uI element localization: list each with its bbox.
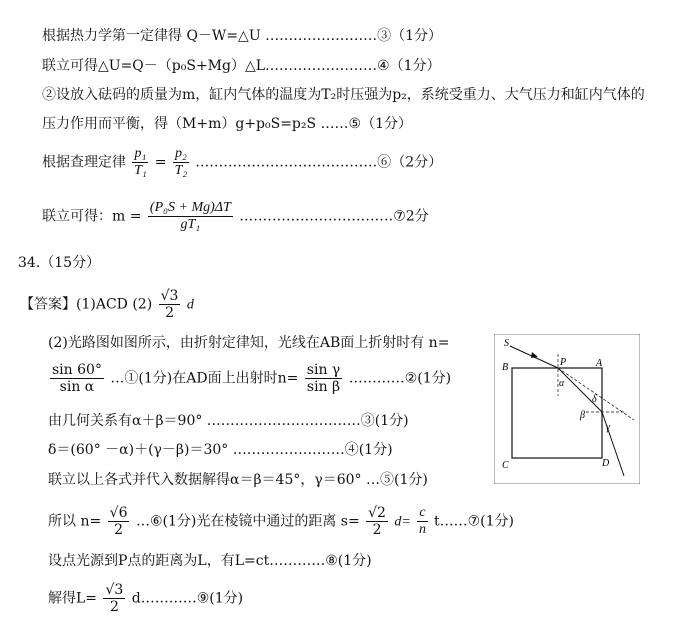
distance-suffix: t……⑦(1分) [434,513,515,530]
label-alpha: α [559,378,565,389]
label-s: S [504,338,509,349]
charles-law-line [42,146,442,179]
text-line-13: 联立以上各式并代入数据解得α＝β＝45°，γ＝60° …⑤(1分) [48,472,428,488]
refraction-line [48,362,451,395]
fraction-mass [148,200,233,233]
distance-line [48,505,514,538]
mass-result-suffix: ……………………………⑦2分 [239,208,429,225]
numerator: sin 60° [52,362,102,378]
denominator: sin β [306,379,341,395]
prism-light-path-diagram [494,334,640,484]
answer-prefix: 【答案】(1)ACD (2) [20,296,153,313]
text-line-2: 联立可得△U=Q－（p₀S+Mg）△L……………………④（1分） [42,58,441,74]
text-line-4: 压力作用而平衡，得（M+m）g+p₀S=p₂S ……⑤（1分） [42,116,413,132]
distance-middle: …⑥(1分)光在棱镜中通过的距离 s= [135,513,360,530]
label-gamma: γ [606,422,610,433]
text-line-1: 根据热力学第一定律得 Q－W=△U ……………………③（1分） [42,28,442,44]
label-b: B [502,362,509,373]
numerator: √3 [105,582,124,598]
numerator: (P₀S + Mg)ΔT [149,200,231,215]
numerator: sin γ [306,362,341,378]
question-34-heading: 34.（15分） [18,255,101,271]
numerator: p₁ [134,146,147,161]
denominator: 2 [372,522,382,538]
final-result-suffix: d…………⑨(1分) [131,590,244,607]
fraction-p2-t2 [173,146,189,179]
denominator: T₁ [134,163,147,178]
text-line-3: ②设放入砝码的质量为m，缸内气体的温度为T₂时压强为p₂，系统受重力、大气压力和缸内气体的 [42,87,645,103]
denominator: 2 [165,305,174,321]
text-line-9: (2)光路图如图所示，由折射定律知，光线在AB面上折射时有 n= [48,335,450,351]
fraction-sqrt3-over-2 [159,288,181,321]
fraction-p1-t1 [132,146,148,179]
fraction-sin60-sina [50,362,104,395]
label-d: D [602,458,610,469]
charles-law-suffix: …………………………………⑥（2分） [195,154,443,171]
text-line-12: δ＝(60° －α)＋(γ－β)＝30° ……………………④(1分) [48,442,393,458]
final-result-prefix: 解得L= [48,590,98,607]
denominator: 2 [114,522,124,538]
fraction-sing-sinb [305,362,343,395]
denominator: sin α [59,379,95,395]
text-line-15: 设点光源到P点的距离为L，有L=ct…………⑧(1分) [48,553,372,569]
final-result-line [48,582,243,615]
distance-middle-2: d= [394,514,411,530]
charles-law-prefix: 根据查理定律 [42,154,126,171]
fraction-sqrt3-over-2-final [103,582,125,615]
label-beta: β [580,410,585,421]
distance-prefix: 所以 n= [48,513,102,530]
label-p: P [560,357,567,368]
denominator: 2 [109,599,119,615]
fraction-sqrt6-over-2 [108,505,130,538]
label-c: C [502,460,509,471]
denominator: n [418,522,426,537]
label-delta: δ [592,394,597,405]
numerator: √3 [160,288,179,304]
numerator: √6 [109,505,128,521]
equals-sign: = [154,154,167,171]
denominator: gT₁ [180,217,201,232]
numerator: √2 [368,505,386,521]
numerator: p₂ [174,146,187,161]
text-line-11: 由几何关系有α＋β＝90° ……………………………③(1分) [48,413,409,429]
mass-result-line [42,200,429,233]
answer-suffix: d [186,297,194,313]
denominator: T₂ [174,163,188,178]
fraction-c-over-n [417,505,427,538]
answer-line [20,288,194,321]
label-a: A [596,358,603,369]
refraction-middle: …①(1分)在AD面上出射时n= [110,370,299,387]
refraction-suffix: …………②(1分) [348,370,452,387]
fraction-sqrt2-over-2 [366,505,388,538]
mass-result-prefix: 联立可得：m = [42,208,142,225]
numerator: c [419,505,426,520]
